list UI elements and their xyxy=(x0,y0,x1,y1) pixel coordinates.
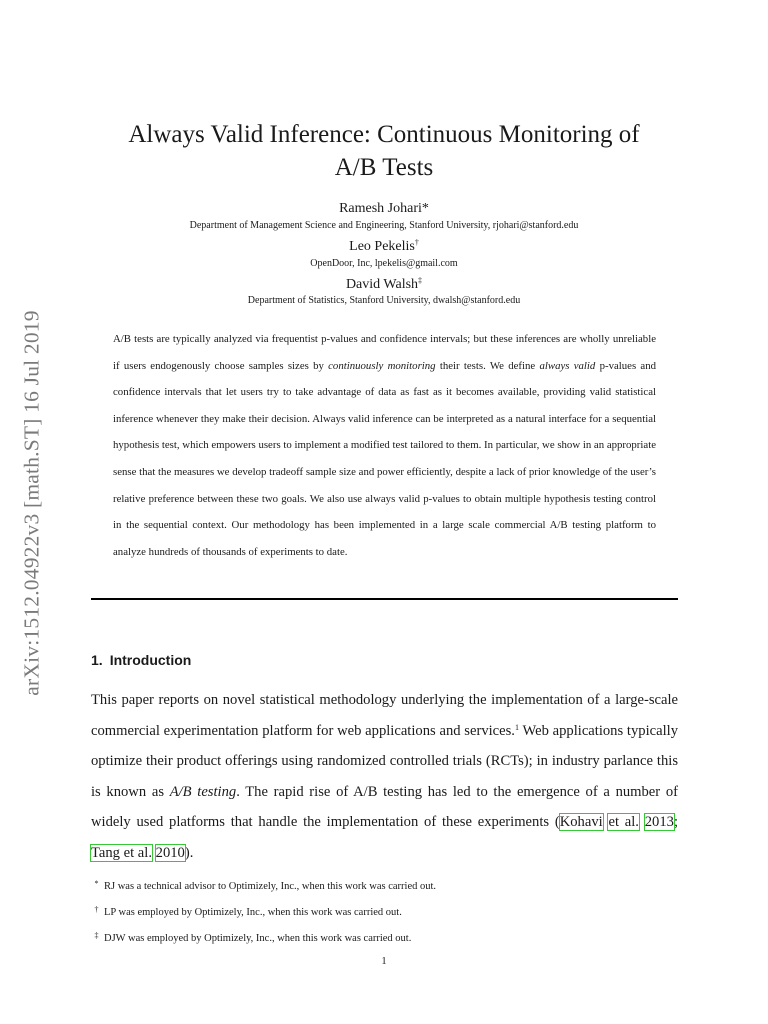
citation-link[interactable]: et al. xyxy=(608,814,639,831)
section-heading xyxy=(91,652,191,668)
section-number: 1. xyxy=(91,652,103,668)
page-number: 1 xyxy=(381,956,387,967)
arxiv-identifier: arXiv:1512.04922v3 [math.ST] 16 Jul 2019 xyxy=(19,310,44,696)
footnote: † LP was employed by Optimizely, Inc., when this work was carried out. xyxy=(91,898,678,924)
author-name: David Walsh‡ xyxy=(345,276,423,292)
paper-title xyxy=(0,118,768,184)
paper-title-line-2: A/B Tests xyxy=(334,154,434,181)
footnote-mark: ‡ xyxy=(94,931,99,940)
abstract: A/B tests are typically analyzed via frequentist p-values and confidence intervals; but these inferences are wholly unreliable if users endogenously choose samples sizes by continuously monitoring their tests. We define always valid p-values and confidence intervals that let users try to take advantage of data as fast as it becomes available, providing valid statistical inference whenever they make their decision. Always valid inference can be interpreted as a natural interface for a sequential hypothesis test, which empowers users to implement a modified test tailored to them. In particular, we show in an appropriate sense that the measures we develop tradeoff sample size and power efficiently, despite a lack of prior knowledge of the user’s relative preference between these two goals. We also use always valid p-values to obtain multiple hypothesis testing control in the sequential context. Our methodology has been implemented in a large scale commercial A/B testing platform to analyze hundreds of thousands of experiments to date. xyxy=(113,333,656,558)
author-name: Ramesh Johari* xyxy=(339,201,429,216)
citation-link[interactable]: Tang et al. xyxy=(91,844,152,861)
author-mark: † xyxy=(414,238,419,247)
citation-year-link[interactable]: 2013 xyxy=(644,814,674,831)
footnotes xyxy=(91,872,678,950)
paper-title-line-1: Always Valid Inference: Continuous Monitoring of xyxy=(128,121,640,148)
arxiv-sidebar xyxy=(14,268,50,738)
footnote-mark: † xyxy=(94,905,99,914)
author-name: Leo Pekelis† xyxy=(349,238,419,254)
section-title: Introduction xyxy=(109,652,192,668)
footnote: * RJ was a technical advisor to Optimizely, Inc., when this work was carried out. xyxy=(91,872,678,898)
author-affiliation: Department of Statistics, Stanford University, dwalsh@stanford.edu xyxy=(247,295,521,306)
footnote: ‡ DJW was employed by Optimizely, Inc., when this work was carried out. xyxy=(91,924,678,950)
author-affiliation: Department of Management Science and Engineering, Stanford University, rjohari@stanford.edu xyxy=(189,220,579,231)
author-affiliation: OpenDoor, Inc, lpekelis@gmail.com xyxy=(310,258,458,269)
footnote-mark: * xyxy=(94,879,99,888)
citation-year-link[interactable]: 2010 xyxy=(155,844,185,861)
introduction-paragraph: This paper reports on novel statistical methodology underlying the implementation of a large-scale commercial experimentation platform for web applications and services.$^1$ Web applications typically optimize their product offerings using randomized controlled trials (RCTs); in industry parlance this is known as A/B testing. The rapid rise of A/B testing has led to the emergence of a number of widely used platforms that handle the implementation of these experiments (Kohavi et al. 2013; Tang et al. 2010). xyxy=(91,692,678,861)
author-mark: * xyxy=(421,201,429,216)
author-mark: ‡ xyxy=(418,276,423,285)
abstract-divider xyxy=(91,598,678,600)
footnote-reference[interactable]: 1 xyxy=(514,722,519,732)
citation-link[interactable]: Kohavi xyxy=(559,814,603,831)
